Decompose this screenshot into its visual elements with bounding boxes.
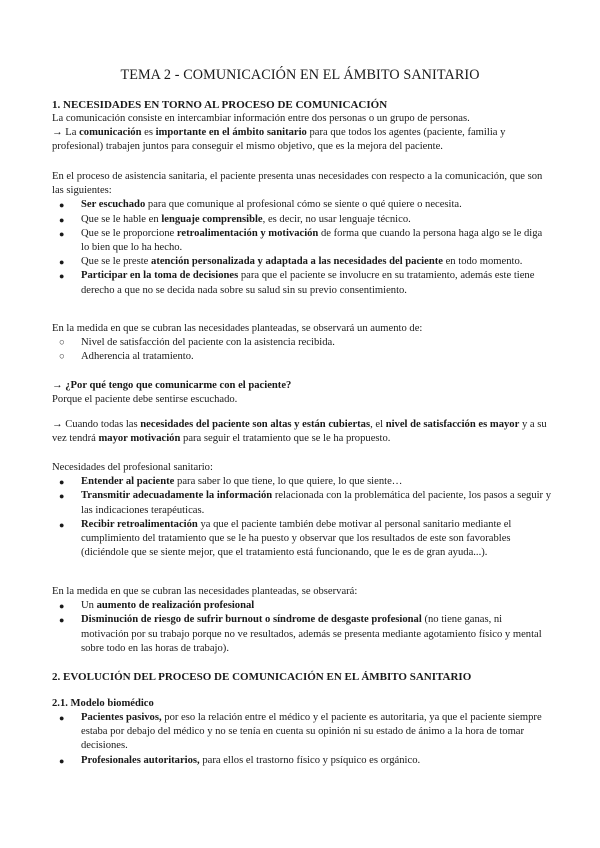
list-item: ● Profesionales autoritarios, para ellos el trastorno físico y psíquico es orgánico. xyxy=(52,754,552,768)
biomedical-list xyxy=(52,711,552,768)
paragraph: → La comunicación es importante en el ámbito sanitario para que todos los agentes (paciente, familia y profesional) trabajen juntos para conseguir el mismo objetivo, que es la mejora del paciente. xyxy=(52,127,506,153)
paragraph: En la medida en que se cubran las necesidades planteadas, se observará un aumento de: xyxy=(52,323,423,334)
paragraph: → Cuando todas las necesidades del paciente son altas y están cubiertas, el nivel de satisfacción es mayor y a su vez tendrá mayor motivación para seguir el tratamiento que se le ha propuesto. xyxy=(52,419,547,445)
section-1-intro xyxy=(52,112,552,155)
professional-needs-block xyxy=(52,461,552,560)
increase-list xyxy=(52,336,552,364)
list-item: ● Que se le preste atención personalizada y adaptada a las necesidades del paciente en todo momento. xyxy=(52,255,552,269)
list-item: ● Disminución de riesgo de sufrir burnout o síndrome de desgaste profesional (no tiene ganas, ni motivación por su trabajo porque no ve resultados, además se presenta mediante agotamiento físico y mental sobre todo en las horas de trabajo). xyxy=(52,613,552,656)
paragraph: En el proceso de asistencia sanitaria, el paciente presenta unas necesidades con respecto a la comunicación, que son las siguientes: xyxy=(52,171,543,197)
list-item: ● Entender al paciente para saber lo que tiene, lo que quiere, lo que siente… xyxy=(52,475,552,489)
page-title: TEMA 2 - COMUNICACIÓN EN EL ÁMBITO SANITARIO xyxy=(120,67,480,83)
patient-needs-list xyxy=(52,198,552,297)
question-block xyxy=(52,379,552,407)
list-item: ● Recibir retroalimentación ya que el paciente también debe motivar al personal sanitario mediante el cumplimiento del tratamiento que se le ha puesto y observar que los resultados de este son favorables (diciéndole que se siente mejor, que el tratamiento está funcionando, que le es de gran ayuda...). xyxy=(52,518,552,561)
paragraph: Necesidades del profesional sanitario: xyxy=(52,462,213,473)
subsection-heading: 2.1. Modelo biomédico xyxy=(52,698,154,709)
answer: Porque el paciente debe sentirse escuchado. xyxy=(52,394,238,406)
increase-block xyxy=(52,322,552,365)
paragraph: En la medida en que se cubran las necesidades planteadas, se observará: xyxy=(52,586,358,597)
patient-needs-block xyxy=(52,170,552,298)
list-item: ● Transmitir adecuadamente la información relacionada con la problemática del paciente, los pasos a seguir y las indicaciones terapéuticas. xyxy=(52,489,552,517)
section-1-heading: 1. NECESIDADES EN TORNO AL PROCESO DE COMUNICACIÓN xyxy=(52,99,388,111)
satisfaction-paragraph xyxy=(52,418,552,446)
question: → ¿Por qué tengo que comunicarme con el paciente? xyxy=(52,380,292,391)
observation-list xyxy=(52,599,552,656)
section-2-heading: 2. EVOLUCIÓN DEL PROCESO DE COMUNICACIÓN EN EL ÁMBITO SANITARIO xyxy=(52,671,472,683)
biomedical-model-block xyxy=(52,711,552,768)
paragraph: La comunicación consiste en intercambiar información entre dos personas o un grupo de personas. xyxy=(52,113,470,124)
professional-needs-list xyxy=(52,475,552,560)
list-item: ○ Adherencia al tratamiento. xyxy=(52,350,552,364)
list-item: ● Ser escuchado para que comunique al profesional cómo se siente o qué quiere o necesita. xyxy=(52,198,552,212)
list-item: ○ Nivel de satisfacción del paciente con la asistencia recibida. xyxy=(52,336,552,350)
list-item: ● Que se le hable en lenguaje comprensible, es decir, no usar lenguaje técnico. xyxy=(52,213,552,227)
list-item: ● Un aumento de realización profesional xyxy=(52,599,552,613)
list-item: ● Que se le proporcione retroalimentación y motivación de forma que cuando la persona haga algo se le diga lo bien que lo ha hecho. xyxy=(52,227,552,255)
observation-block xyxy=(52,585,552,656)
list-item: ● Participar en la toma de decisiones para que el paciente se involucre en su tratamiento, además este tiene derecho a que no se decida nada sobre su salud sin su previo consentimiento. xyxy=(52,269,552,297)
list-item: ● Pacientes pasivos, por eso la relación entre el médico y el paciente es autoritaria, ya que el paciente siempre estaba por debajo del médico y no se tenía en cuenta su opinión ni su estado de ánimo a la hora de tomar decisiones. xyxy=(52,711,552,754)
